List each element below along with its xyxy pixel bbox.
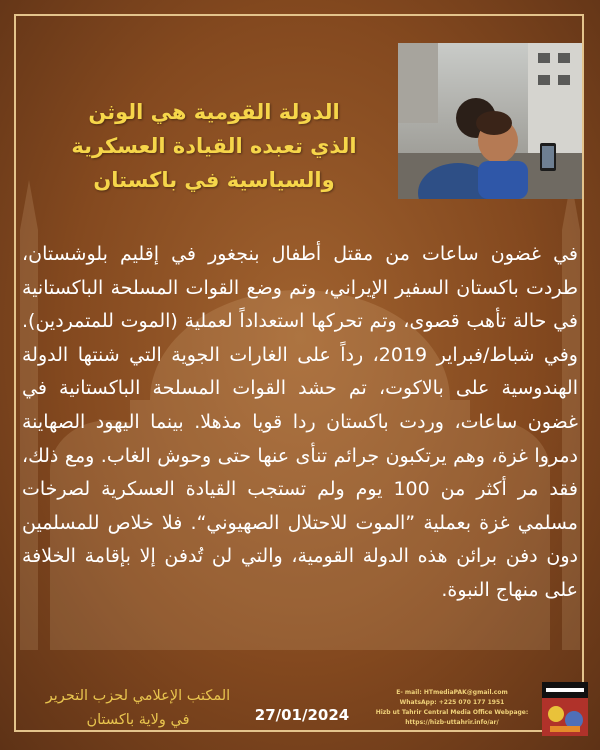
organization-logo [542,682,588,736]
contact-whatsapp[interactable]: WhatsApp: +225 070 177 1951 [399,699,505,706]
footer [0,676,600,750]
headline-line-1: الدولة القومية هي الوثن [88,100,340,124]
publish-date: 27/01/2024 [254,706,350,724]
media-office-line-2: في ولاية باكستان [86,712,190,728]
headline [44,95,384,197]
webpage-link[interactable]: https://hizb-uttahrir.info/ar/ [405,719,499,726]
headline-line-3: والسياسية في باكستان [93,168,335,192]
contact-email[interactable]: E- mail: HTmediaPAK@gmail.com [396,689,508,696]
media-office-line-1: المكتب الإعلامي لحزب التحرير [45,688,231,704]
news-photo [398,43,582,199]
headline-line-2: الذي تعبده القيادة العسكرية [71,134,357,158]
media-office-label [28,684,248,732]
article-body: في غضون ساعات من مقتل أطفال بنجغور في إقليم بلوشستان، طردت باكستان السفير الإيراني، وتم وضع القوات المسلحة الباكستانية في حالة تأهب قصوى، وتم تحركها استعداداً لعملية (الموت للمتمردين). وفي شباط/فبراير 2019، رداً على الغارات الجوية التي شنتها الدولة الهندوسية على بالاكوت، تم حشد القوات المسلحة الباكستانية في غضون ساعات، وردت باكستان ردا قويا مذهلا. بينما اليهود الصهاينة دمروا غزة، وهم يرتكبون جرائم تنأى عنها حتى وحوش الغاب. ومع ذلك، فقد مر أكثر من 100 يوم ولم تستجب القيادة العسكرية لصرخات مسلمي غزة بعملية ”الموت للاحتلال الصهيوني“. فلا خلاص للمسلمين دون دفن برائن هذه الدولة القومية، والتي لن تُدفن إلا بإقامة الخلافة على منهاج النبوة. [22,243,578,601]
contact-info [368,688,536,728]
webpage-label: Hizb ut Tahrir Central Media Office Webpage: [375,709,529,716]
